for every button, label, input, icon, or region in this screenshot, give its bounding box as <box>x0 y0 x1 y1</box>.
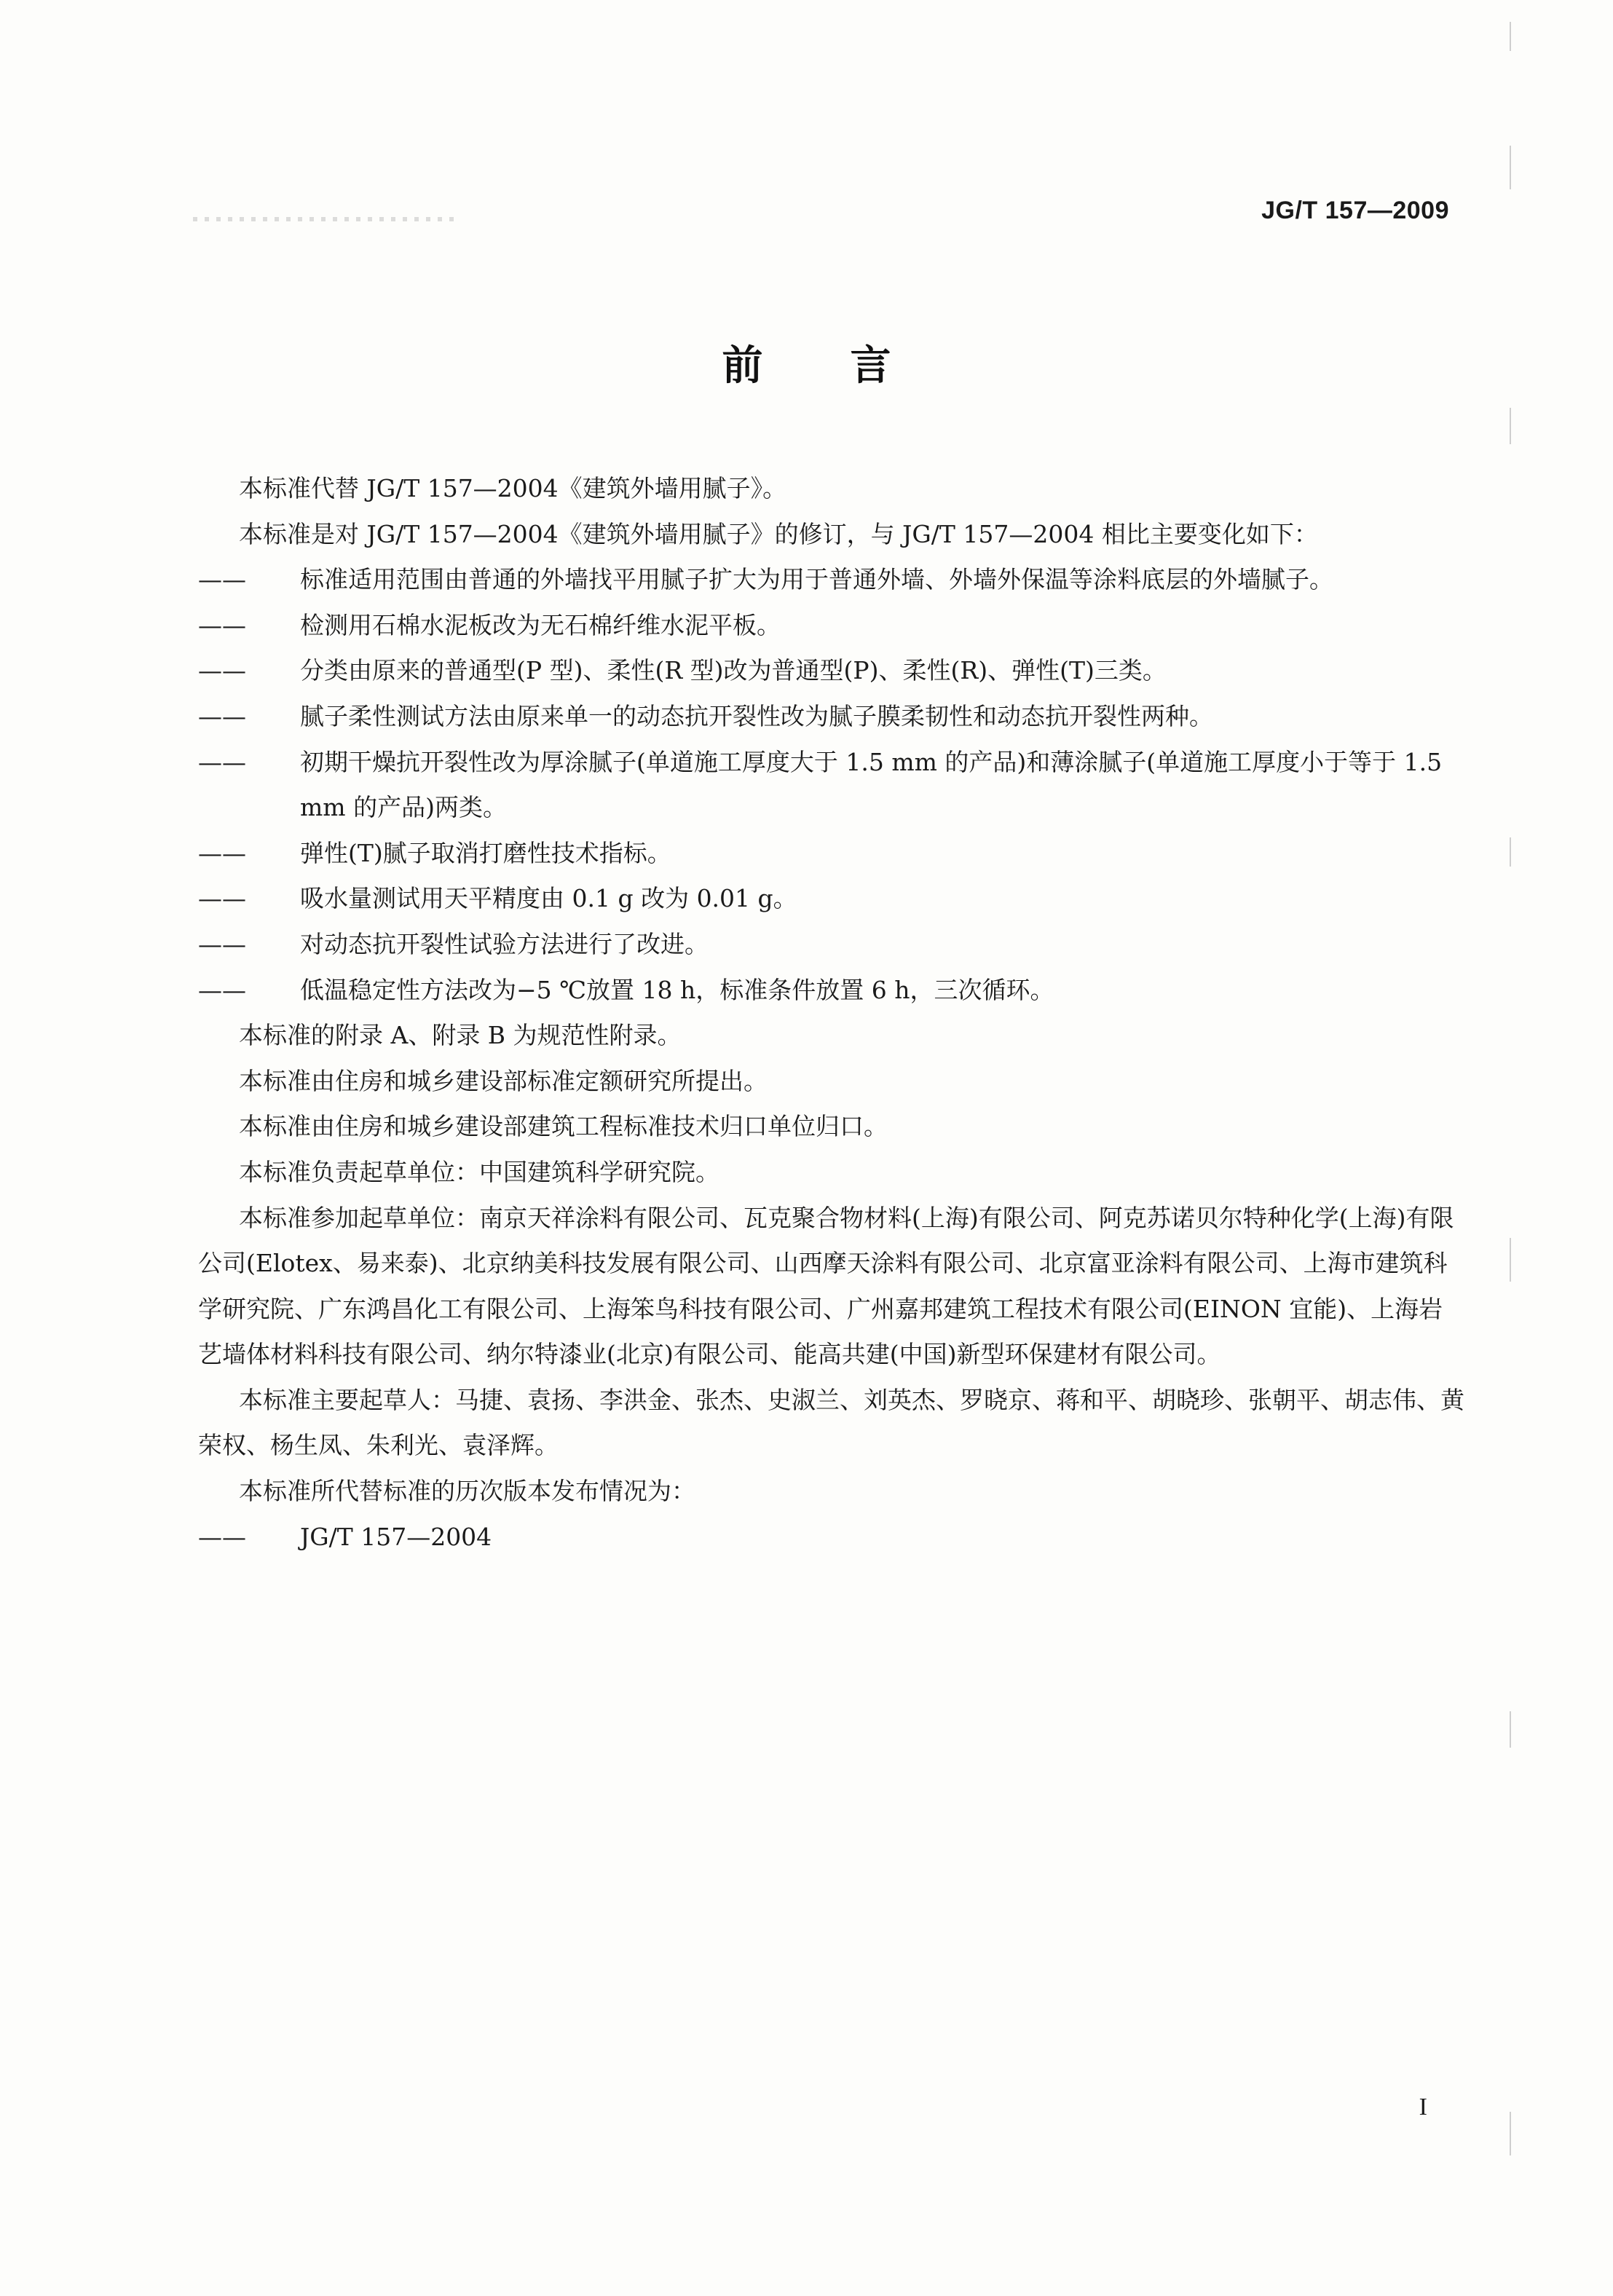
dash-marker: —— <box>198 565 246 594</box>
scan-edge-mark <box>1510 22 1511 51</box>
dash-marker: —— <box>198 884 246 913</box>
change-item-text: 吸水量测试用天平精度由 0.1 g 改为 0.01 g。 <box>300 884 797 913</box>
statement-administrator: 本标准由住房和城乡建设部建筑工程标准技术归口单位归口。 <box>239 1112 888 1141</box>
scan-edge-mark <box>1510 146 1511 189</box>
change-item-text: 检测用石棉水泥板改为无石棉纤维水泥平板。 <box>300 610 781 639</box>
scan-edge-mark <box>1510 408 1511 444</box>
standard-code: JG/T 157—2009 <box>1261 197 1449 224</box>
change-item <box>198 648 1465 694</box>
change-item-text: 分类由原来的普通型(P 型)、柔性(R 型)改为普通型(P)、柔性(R)、弹性(T)三类。 <box>300 656 1167 685</box>
dash-marker: —— <box>198 610 246 639</box>
page-number: I <box>1419 2094 1427 2121</box>
change-item <box>198 968 1465 1014</box>
dash-marker: —— <box>198 747 246 776</box>
statement-lead-drafter: 本标准负责起草单位：中国建筑科学研究院。 <box>239 1157 719 1186</box>
history-item <box>198 1515 1465 1561</box>
history-item-text: JG/T 157—2004 <box>300 1522 492 1551</box>
change-item-text: 初期干燥抗开裂性改为厚涂腻子(单道施工厚度大于 1.5 mm 的产品)和薄涂腻子(单道施工厚度小于等于 1.5 mm 的产品)两类。 <box>300 747 1443 822</box>
scan-edge-mark <box>1510 2112 1511 2155</box>
paragraph-revision: 本标准是对 JG/T 157—2004《建筑外墙用腻子》的修订，与 JG/T 157—2004 相比主要变化如下： <box>239 519 1318 548</box>
change-item <box>198 694 1465 740</box>
statement-main-drafters: 本标准主要起草人：马捷、袁扬、李洪金、张杰、史淑兰、刘英杰、罗晓京、蒋和平、胡晓珍、张朝平、胡志伟、黄荣权、杨生凤、朱利光、袁泽辉。 <box>198 1385 1464 1460</box>
change-item <box>198 922 1465 968</box>
change-item-text: 低温稳定性方法改为−5 ℃放置 18 h，标准条件放置 6 h，三次循环。 <box>300 975 1054 1004</box>
change-item-text: 标准适用范围由普通的外墙找平用腻子扩大为用于普通外墙、外墙外保温等涂料底层的外墙腻子。 <box>300 565 1333 594</box>
dash-marker: —— <box>198 929 246 958</box>
scan-artifact <box>193 217 455 221</box>
statement-history: 本标准所代替标准的历次版本发布情况为： <box>239 1477 695 1506</box>
change-item <box>198 557 1465 603</box>
change-item <box>198 740 1465 831</box>
change-item-text: 弹性(T)腻子取消打磨性技术指标。 <box>300 838 671 867</box>
scan-edge-mark <box>1510 837 1511 867</box>
paragraph-replaces: 本标准代替 JG/T 157—2004《建筑外墙用腻子》。 <box>239 474 787 502</box>
dash-marker: —— <box>198 1522 246 1551</box>
dash-marker: —— <box>198 656 246 685</box>
change-item-text: 对动态抗开裂性试验方法进行了改进。 <box>300 929 709 958</box>
change-item-text: 腻子柔性测试方法由原来单一的动态抗开裂性改为腻子膜柔韧性和动态抗开裂性两种。 <box>300 701 1213 730</box>
statement-proposer: 本标准由住房和城乡建设部标准定额研究所提出。 <box>239 1066 768 1095</box>
change-item <box>198 876 1465 922</box>
scan-edge-mark <box>1510 1711 1511 1748</box>
dash-marker: —— <box>198 975 246 1004</box>
statement-appendix: 本标准的附录 A、附录 B 为规范性附录。 <box>239 1021 682 1050</box>
page-title: 前言 <box>722 342 979 390</box>
scan-edge-mark <box>1510 1238 1511 1282</box>
statement-participating-drafters: 本标准参加起草单位：南京天祥涂料有限公司、瓦克聚合物材料(上海)有限公司、阿克苏诺贝尔特种化学(上海)有限公司(Elotex、易来泰)、北京纳美科技发展有限公司、山西摩天涂料有限公司、北京富亚涂料有限公司、上海市建筑科学研究院、广东鸿昌化工有限公司、上海笨鸟科技有限公司、广州嘉邦建筑工程技术有限公司(EINON 宜能)、上海岩艺墙体材料科技有限公司、纳尔特漆业(北京)有限公司、能高共建(中国)新型环保建材有限公司。 <box>198 1203 1454 1369</box>
change-item <box>198 831 1465 877</box>
foreword-body <box>198 466 1465 1560</box>
dash-marker: —— <box>198 838 246 867</box>
change-item <box>198 603 1465 649</box>
dash-marker: —— <box>198 701 246 730</box>
